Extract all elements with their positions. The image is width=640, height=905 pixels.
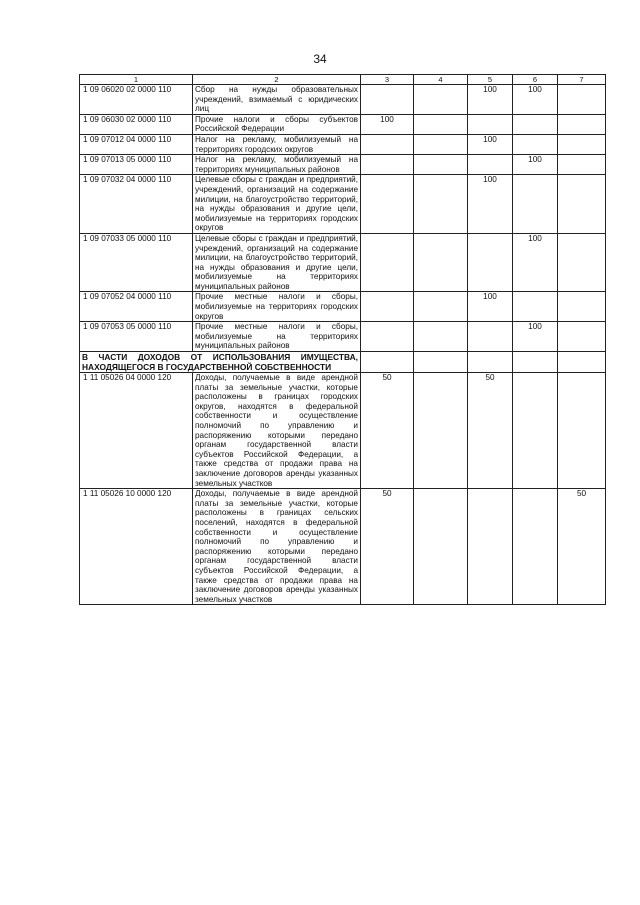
- budget-code-cell: 1 09 06030 02 0000 110: [80, 114, 193, 134]
- empty-cell: [468, 352, 513, 373]
- value-cell-col6: [513, 373, 558, 489]
- value-cell-col5: 100: [468, 134, 513, 154]
- value-cell-col3: [361, 292, 414, 322]
- value-cell-col3: [361, 175, 414, 234]
- value-cell-col6: [513, 175, 558, 234]
- column-header: 6: [513, 75, 558, 85]
- section-heading-row: [80, 352, 606, 373]
- section-heading: В ЧАСТИ ДОХОДОВ ОТ ИСПОЛЬЗОВАНИЯ ИМУЩЕСТВА, НАХОДЯЩЕГОСЯ В ГОСУДАРСТВЕННОЙ СОБСТВЕННОСТИ: [80, 352, 361, 373]
- value-cell-col3: 100: [361, 114, 414, 134]
- budget-code-cell: 1 09 07013 05 0000 110: [80, 155, 193, 175]
- value-cell-col4: [414, 114, 468, 134]
- empty-cell: [558, 352, 606, 373]
- column-header: 3: [361, 75, 414, 85]
- value-cell-col3: [361, 134, 414, 154]
- column-header: 1: [80, 75, 193, 85]
- income-name-cell: Налог на рекламу, мобилизуемый на территориях муниципальных районов: [193, 155, 361, 175]
- value-cell-col5: [468, 233, 513, 292]
- value-cell-col7: [558, 233, 606, 292]
- table-row: [80, 85, 606, 115]
- value-cell-col3: 50: [361, 373, 414, 489]
- table-row: [80, 134, 606, 154]
- value-cell-col7: [558, 155, 606, 175]
- value-cell-col3: [361, 85, 414, 115]
- table-row: [80, 322, 606, 352]
- value-cell-col4: [414, 489, 468, 605]
- value-cell-col4: [414, 85, 468, 115]
- income-name-cell: Целевые сборы с граждан и предприятий, учреждений, организаций на содержание милиции, на благоустройство территорий, на нужды образования и другие цели, мобилизуемые на территориях муниципальных районов: [193, 233, 361, 292]
- budget-code-cell: 1 11 05026 04 0000 120: [80, 373, 193, 489]
- income-name-cell: Доходы, получаемые в виде арендной платы за земельные участки, которые расположены в границах сельских поселений, находятся в федеральной собственности и осуществление полномочий по управлению и распоряжению которыми передано органам государственной власти субъектов Российской Федерации, а также средства от продажи права на заключение договоров аренды указанных земельных участков: [193, 489, 361, 605]
- value-cell-col4: [414, 134, 468, 154]
- table-row: [80, 175, 606, 234]
- empty-cell: [361, 352, 414, 373]
- value-cell-col4: [414, 322, 468, 352]
- budget-table: [79, 74, 606, 605]
- value-cell-col3: [361, 322, 414, 352]
- value-cell-col6: 100: [513, 322, 558, 352]
- value-cell-col5: 100: [468, 175, 513, 234]
- value-cell-col7: [558, 134, 606, 154]
- value-cell-col7: [558, 114, 606, 134]
- value-cell-col5: 100: [468, 85, 513, 115]
- value-cell-col5: 50: [468, 373, 513, 489]
- value-cell-col5: [468, 114, 513, 134]
- value-cell-col3: [361, 233, 414, 292]
- table-row: [80, 155, 606, 175]
- value-cell-col6: 100: [513, 155, 558, 175]
- table-row: [80, 233, 606, 292]
- value-cell-col7: 50: [558, 489, 606, 605]
- table-row: [80, 292, 606, 322]
- value-cell-col6: [513, 292, 558, 322]
- income-name-cell: Прочие местные налоги и сборы, мобилизуемые на территориях муниципальных районов: [193, 322, 361, 352]
- income-name-cell: Доходы, получаемые в виде арендной платы за земельные участки, которые расположены в границах городских округов, находятся в федеральной собственности и осуществление полномочий по управлению и распоряжению которыми передано органам государственной власти субъектов Российской Федерации, а также средства от продажи права на заключение договоров аренды указанных земельных участков: [193, 373, 361, 489]
- value-cell-col3: 50: [361, 489, 414, 605]
- value-cell-col5: [468, 322, 513, 352]
- column-header: 5: [468, 75, 513, 85]
- budget-code-cell: 1 09 07032 04 0000 110: [80, 175, 193, 234]
- budget-code-cell: 1 09 06020 02 0000 110: [80, 85, 193, 115]
- value-cell-col3: [361, 155, 414, 175]
- budget-code-cell: 1 11 05026 10 0000 120: [80, 489, 193, 605]
- table-row: [80, 114, 606, 134]
- table-row: [80, 373, 606, 489]
- value-cell-col4: [414, 373, 468, 489]
- column-header: 4: [414, 75, 468, 85]
- value-cell-col6: [513, 489, 558, 605]
- value-cell-col7: [558, 322, 606, 352]
- value-cell-col4: [414, 155, 468, 175]
- value-cell-col7: [558, 292, 606, 322]
- budget-code-cell: 1 09 07052 04 0000 110: [80, 292, 193, 322]
- budget-code-cell: 1 09 07033 05 0000 110: [80, 233, 193, 292]
- value-cell-col6: [513, 114, 558, 134]
- value-cell-col4: [414, 292, 468, 322]
- value-cell-col5: [468, 155, 513, 175]
- value-cell-col6: 100: [513, 233, 558, 292]
- value-cell-col5: [468, 489, 513, 605]
- value-cell-col4: [414, 233, 468, 292]
- value-cell-col4: [414, 175, 468, 234]
- column-header: 7: [558, 75, 606, 85]
- value-cell-col7: [558, 85, 606, 115]
- income-name-cell: Прочие налоги и сборы субъектов Российской Федерации: [193, 114, 361, 134]
- value-cell-col6: [513, 134, 558, 154]
- income-name-cell: Налог на рекламу, мобилизуемый на территориях городских округов: [193, 134, 361, 154]
- income-name-cell: Прочие местные налоги и сборы, мобилизуемые на территориях городских округов: [193, 292, 361, 322]
- budget-code-cell: 1 09 07053 05 0000 110: [80, 322, 193, 352]
- value-cell-col7: [558, 175, 606, 234]
- column-header: 2: [193, 75, 361, 85]
- value-cell-col5: 100: [468, 292, 513, 322]
- value-cell-col6: 100: [513, 85, 558, 115]
- table-header-row: [80, 75, 606, 85]
- empty-cell: [513, 352, 558, 373]
- income-name-cell: Целевые сборы с граждан и предприятий, учреждений, организаций на содержание милиции, на благоустройство территорий, на нужды образования и другие цели, мобилизуемые на территориях городских округов: [193, 175, 361, 234]
- empty-cell: [414, 352, 468, 373]
- income-name-cell: Сбор на нужды образовательных учреждений, взимаемый с юридических лиц: [193, 85, 361, 115]
- table-row: [80, 489, 606, 605]
- budget-code-cell: 1 09 07012 04 0000 110: [80, 134, 193, 154]
- value-cell-col7: [558, 373, 606, 489]
- page-number: 34: [313, 52, 327, 66]
